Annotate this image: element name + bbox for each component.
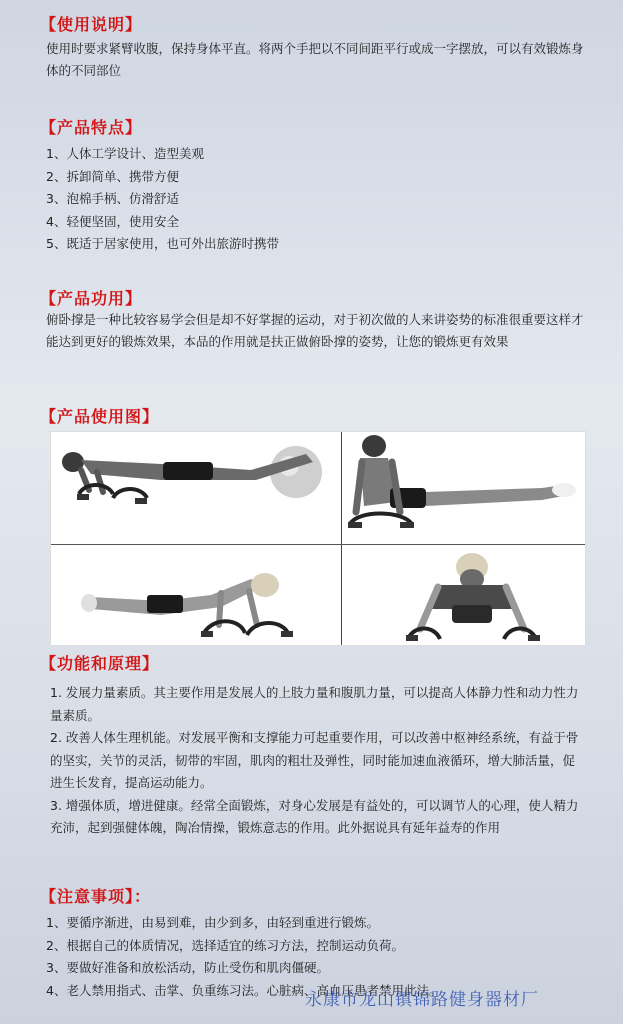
- photos-heading: 【产品使用图】: [40, 407, 160, 426]
- principle-heading: 【功能和原理】: [40, 654, 160, 673]
- function-text: 俯卧撑是一种比较容易学会但是却不好掌握的运动，对于初次做的人来讲姿势的标准很重要这样才能达到更好的锻炼效果，本品的作用就是扶正做俯卧撑的姿势，让您的锻炼更有效果: [46, 312, 584, 349]
- usage-photo-grid: [50, 431, 586, 646]
- usage-text: 使用时要求紧臂收腹，保持身体平直。将两个手把以不同间距平行或成一字摆放，可以有效锻炼身体的不同部位: [46, 41, 584, 78]
- photo-l-sit: [342, 432, 585, 544]
- function-heading: 【产品功用】: [40, 289, 143, 308]
- list-item: 3. 增强体质，增进健康。经常全面锻炼，对身心发展是有益处的，可以调节人的心理，使人精力充沛，起到强健体魄，陶冶情操，锻炼意志的作用。此外据说具有延年益寿的作用: [50, 797, 579, 835]
- list-item: 5、既适于居家使用，也可外出旅游时携带: [46, 236, 279, 251]
- list-item: 2、根据自己的体质情况，选择适宜的练习方法，控制运动负荷。: [46, 937, 404, 953]
- features-list: [46, 143, 606, 256]
- photo-pushup-ball: [51, 432, 341, 544]
- list-item: 3、泡棉手柄、仿滑舒适: [46, 191, 179, 206]
- list-item: 1、要循序渐进，由易到难，由少到多，由轻到重进行锻炼。: [46, 915, 379, 930]
- usage-heading: 【使用说明】: [40, 15, 143, 34]
- watermark-text: 永康市龙山镇锦路健身器材厂: [305, 990, 539, 1010]
- photo-woman-pushup: [51, 545, 341, 645]
- features-heading: 【产品特点】: [40, 118, 143, 137]
- list-item: 2、拆卸简单、携带方便: [46, 168, 179, 184]
- photo-woman-front: [342, 545, 585, 645]
- list-item: 4、老人禁用指式、击掌、负重练习法。心脏病、高血压患者禁用此法。: [46, 982, 442, 998]
- principle-list: [50, 682, 585, 840]
- list-item: 1. 发展力量素质。其主要作用是发展人的上肢力量和腹肌力量，可以提高人体静力性和动力性力量素质。: [50, 685, 579, 723]
- list-item: 1、人体工学设计、造型美观: [46, 146, 204, 161]
- list-item: 3、要做好准备和放松活动，防止受伤和肌肉僵硬。: [46, 960, 329, 975]
- list-item: 2. 改善人体生理机能。对发展平衡和支撑能力可起重要作用，可以改善中枢神经系统，有益于骨的坚实，关节的灵活，韧带的牢固，肌肉的粗壮及弹性，同时能加速血液循环，增大肺活量，促进生长发育，提高运动能力。: [50, 730, 579, 790]
- notes-heading: 【注意事项】：: [40, 887, 152, 906]
- list-item: 4、轻便坚固，使用安全: [46, 213, 179, 229]
